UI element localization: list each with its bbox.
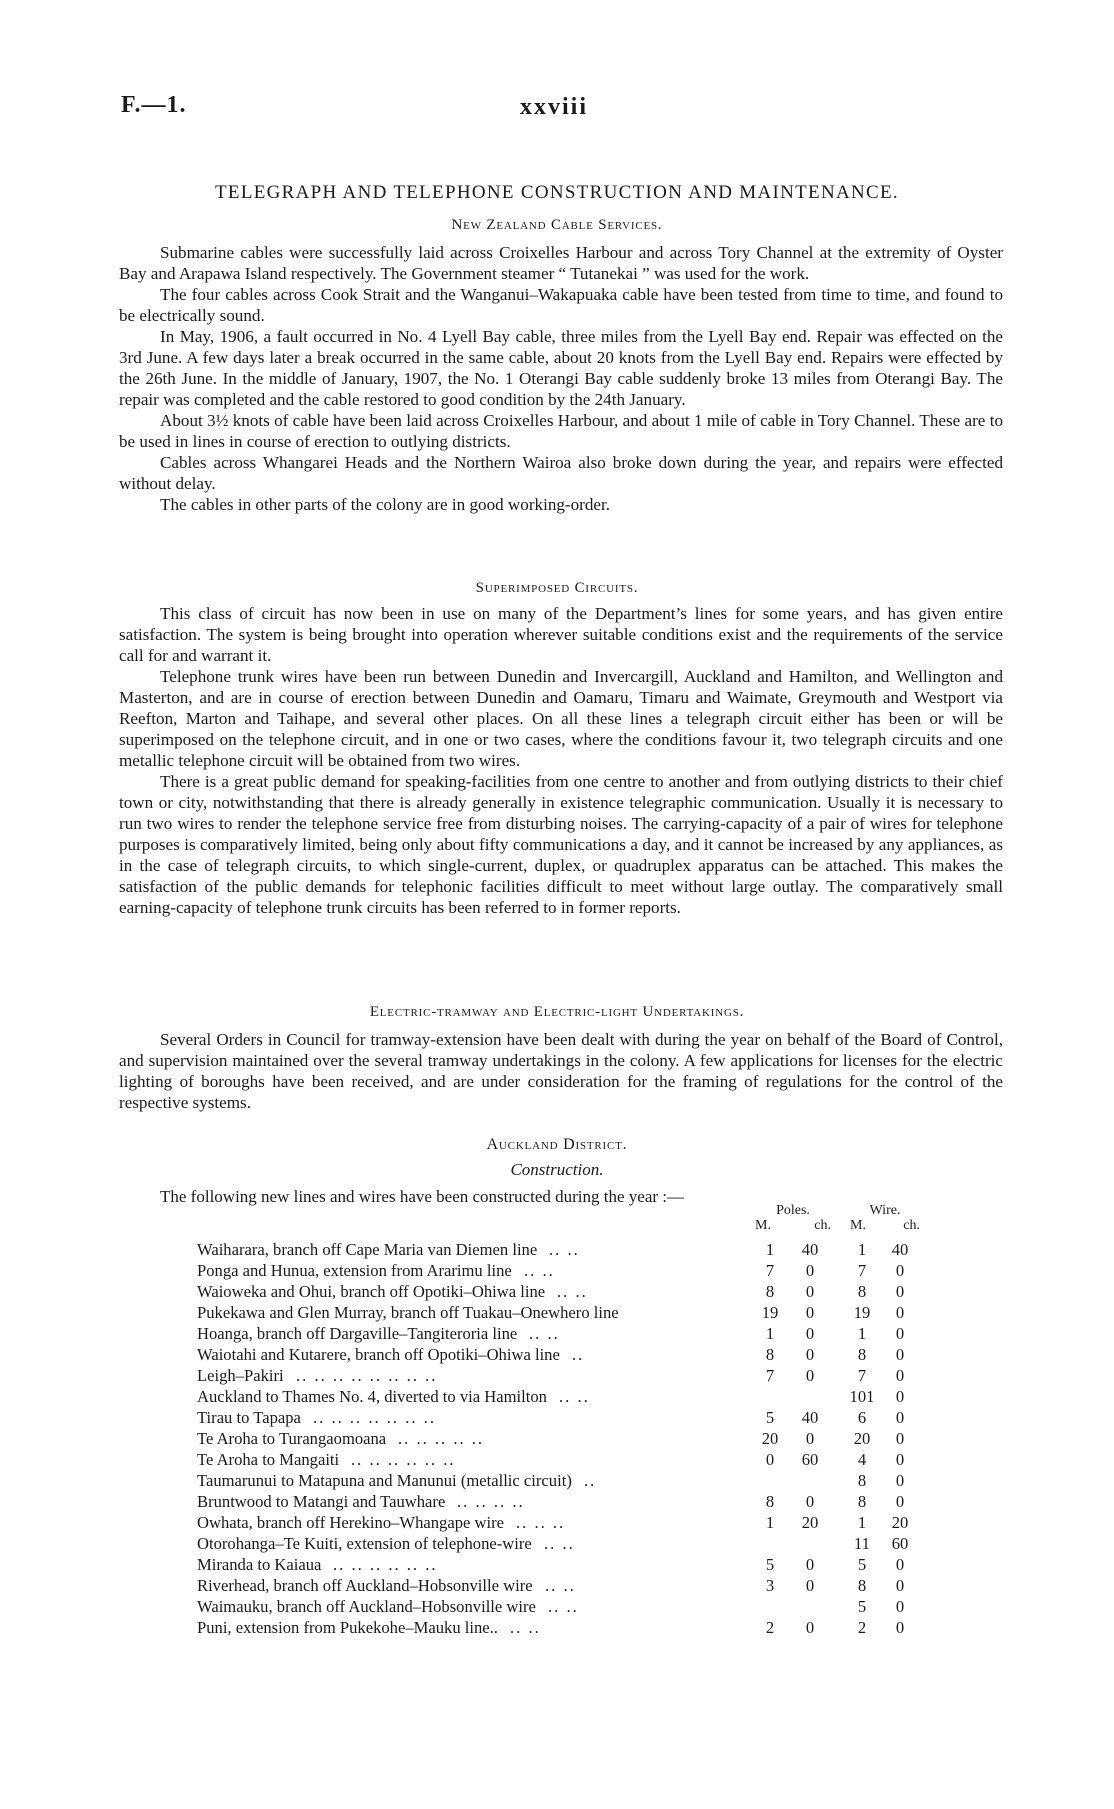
row-name: Waioweka and Ohui, branch off Opotiki–Ohiwa line xyxy=(197,1282,546,1301)
poles-chains-cell: 0 xyxy=(805,1324,815,1343)
leader-dots: .. .. xyxy=(529,1324,560,1343)
wire-miles-cell: 7 xyxy=(857,1366,867,1385)
poles-chains-cell: 0 xyxy=(805,1618,815,1637)
poles-chains-cell: 40 xyxy=(801,1408,819,1427)
row-name: Bruntwood to Matangi and Tauwhare xyxy=(197,1492,446,1511)
table-row xyxy=(197,1365,957,1386)
poles-miles-cell: 8 xyxy=(765,1345,775,1364)
row-name: Riverhead, branch off Auckland–Hobsonville wire xyxy=(197,1576,533,1595)
section-body-superimposed xyxy=(119,603,1003,918)
row-name: Waiharara, branch off Cape Maria van Diemen line xyxy=(197,1240,538,1259)
wire-chains-cell: 60 xyxy=(891,1534,909,1553)
wire-chains-cell: 0 xyxy=(895,1366,905,1385)
poles-miles-cell: 8 xyxy=(765,1282,775,1301)
wire-chains-cell: 0 xyxy=(895,1387,905,1406)
wire-miles-cell: 101 xyxy=(849,1387,875,1406)
table-row xyxy=(197,1596,957,1617)
row-name: Te Aroha to Turangaomoana xyxy=(197,1429,387,1448)
poles-miles-cell: 1 xyxy=(765,1513,775,1532)
leader-dots: .. .. xyxy=(510,1618,541,1637)
poles-miles-cell: 7 xyxy=(765,1366,775,1385)
row-name: Miranda to Kaiaua xyxy=(197,1555,322,1574)
leader-dots: .. .. .. xyxy=(516,1513,566,1532)
section-heading-auckland: Auckland District. xyxy=(486,1136,628,1153)
wire-miles-cell: 1 xyxy=(857,1324,867,1343)
poles-chains-cell: 0 xyxy=(805,1429,815,1448)
row-name: Ponga and Hunua, extension from Ararimu line xyxy=(197,1261,512,1280)
wire-miles-cell: 7 xyxy=(857,1261,867,1280)
leader-dots: .. xyxy=(572,1345,585,1364)
section-heading-superimposed: Superimposed Circuits. xyxy=(475,580,639,596)
poles-miles-cell: 19 xyxy=(761,1303,779,1322)
wire-chains-cell: 0 xyxy=(895,1618,905,1637)
poles-chains-cell: 0 xyxy=(805,1261,815,1280)
poles-miles-cell: 3 xyxy=(765,1576,775,1595)
leader-dots: .. .. .. .. .. .. .. xyxy=(313,1408,436,1427)
row-name: Otorohanga–Te Kuiti, extension of telephone-wire xyxy=(197,1534,532,1553)
construction-table xyxy=(197,1239,957,1638)
leader-dots: .. .. xyxy=(557,1282,588,1301)
row-name: Auckland to Thames No. 4, diverted to via Hamilton xyxy=(197,1387,547,1406)
poles-chains-cell: 0 xyxy=(805,1345,815,1364)
section-body-cable xyxy=(119,242,1003,515)
paragraph: Cables across Whangarei Heads and the Northern Wairoa also broke down during the year, and repairs were effected without delay. xyxy=(119,453,1003,493)
paragraph: The four cables across Cook Strait and the Wanganui–Wakapuaka cable have been tested from time to time, and found to be electrically sound. xyxy=(119,285,1003,325)
paragraph: The cables in other parts of the colony are in good working-order. xyxy=(160,495,610,514)
leader-dots: .. .. xyxy=(524,1261,555,1280)
paragraph: Submarine cables were successfully laid across Croixelles Harbour and across Tory Channel at the extremity of Oyster Bay and Arapawa Island respectively. The Government steamer “ Tutanekai ” was used for the work. xyxy=(119,243,1003,283)
paragraph: There is a great public demand for speaking-facilities from one centre to another and from outlying districts to their chief town or city, notwithstanding that there is already generally in existence telegraphic communication. Usually it is necessary to run two wires to render the telephone service free from disturbing noises. The carrying-capacity of a pair of wires for telephone purposes is comparatively limited, being only about fifty communications a day, and it cannot be increased by any appliances, as in the case of telegraph circuits, to which single-current, duplex, or quadruplex apparatus can be attached. This makes the satisfaction of the public demands for telephonic facilities difficult to meet without large outlay. The comparatively small earning-capacity of telephone trunk circuits has been referred to in former reports. xyxy=(119,772,1003,917)
wire-miles-cell: 19 xyxy=(853,1303,871,1322)
page-number: xxviii xyxy=(520,94,589,120)
wire-chains-cell: 0 xyxy=(895,1303,905,1322)
wire-chains-cell: 0 xyxy=(895,1429,905,1448)
row-name: Puni, extension from Pukekohe–Mauku line.. xyxy=(197,1618,498,1637)
leader-dots: .. .. .. .. xyxy=(457,1492,525,1511)
wire-chains-cell: 0 xyxy=(895,1471,905,1490)
table-row xyxy=(197,1407,957,1428)
row-name: Te Aroha to Mangaiti xyxy=(197,1450,340,1469)
page-title: TELEGRAPH AND TELEPHONE CONSTRUCTION AND MAINTENANCE. xyxy=(215,182,899,203)
leader-dots: .. xyxy=(584,1471,597,1490)
poles-chains-cell: 0 xyxy=(805,1303,815,1322)
leader-dots: .. .. xyxy=(545,1576,576,1595)
table-row xyxy=(197,1239,957,1260)
leader-dots: .. .. xyxy=(544,1534,575,1553)
table-row xyxy=(197,1617,957,1638)
section-heading-tramway: Electric-tramway and Electric-light Undertakings. xyxy=(369,1004,745,1020)
row-name: Tirau to Tapapa xyxy=(197,1408,301,1427)
leader-dots: .. .. .. .. .. .. xyxy=(351,1450,456,1469)
table-row xyxy=(197,1302,957,1323)
table-row xyxy=(197,1386,957,1407)
table-row xyxy=(197,1323,957,1344)
table-row xyxy=(197,1470,957,1491)
poles-chains-cell: 0 xyxy=(805,1492,815,1511)
wire-chains-cell: 0 xyxy=(895,1450,905,1469)
poles-miles-cell: 8 xyxy=(765,1492,775,1511)
column-title: Poles. xyxy=(776,1203,810,1218)
page-reference: F.—1. xyxy=(121,92,187,118)
column-subheaders xyxy=(850,1218,920,1233)
section-heading-cable: New Zealand Cable Services. xyxy=(451,217,663,233)
row-name: Waiotahi and Kutarere, branch off Opotiki–Ohiwa line xyxy=(197,1345,560,1364)
poles-miles-cell: 5 xyxy=(765,1408,775,1427)
paragraph: About 3½ knots of cable have been laid across Croixelles Harbour, and about 1 mile of cable in Tory Channel. These are to be used in lines in course of erection to outlying districts. xyxy=(119,411,1003,451)
column-chains: ch. xyxy=(814,1218,831,1233)
wire-miles-cell: 8 xyxy=(857,1471,867,1490)
wire-chains-cell: 20 xyxy=(891,1513,909,1532)
table-row xyxy=(197,1428,957,1449)
wire-miles-cell: 8 xyxy=(857,1282,867,1301)
wire-miles-cell: 1 xyxy=(857,1513,867,1532)
poles-chains-cell: 60 xyxy=(801,1450,819,1469)
wire-chains-cell: 0 xyxy=(895,1324,905,1343)
leader-dots: .. .. .. .. .. .. xyxy=(333,1555,438,1574)
poles-miles-cell: 0 xyxy=(765,1450,775,1469)
row-name: Owhata, branch off Herekino–Whangape wire xyxy=(197,1513,505,1532)
poles-chains-cell: 0 xyxy=(805,1282,815,1301)
wire-miles-cell: 8 xyxy=(857,1492,867,1511)
row-name: Pukekawa and Glen Murray, branch off Tuakau–Onewhero line xyxy=(197,1303,619,1322)
poles-miles-cell: 1 xyxy=(765,1240,775,1259)
table-row xyxy=(197,1344,957,1365)
wire-chains-cell: 0 xyxy=(895,1261,905,1280)
wire-miles-cell: 8 xyxy=(857,1576,867,1595)
table-row xyxy=(197,1533,957,1554)
poles-miles-cell: 1 xyxy=(765,1324,775,1343)
poles-miles-cell: 20 xyxy=(761,1429,779,1448)
leader-dots: .. .. xyxy=(548,1597,579,1616)
table-intro: The following new lines and wires have been constructed during the year :— xyxy=(160,1187,685,1206)
wire-miles-cell: 5 xyxy=(857,1597,867,1616)
table-row xyxy=(197,1491,957,1512)
section-body-tramway xyxy=(119,1029,1003,1113)
column-header-poles xyxy=(755,1203,831,1233)
table-row xyxy=(197,1281,957,1302)
paragraph: Telephone trunk wires have been run between Dunedin and Invercargill, Auckland and Hamilton, and Wellington and Masterton, and are in course of erection between Dunedin and Oamaru, Timaru and Waimate, Greymouth and Westport via Reefton, Marton and Taihape, and several other places. On all these lines a telegraph circuit either has been or will be superimposed on the telephone circuit, and in one or two cases, where the conditions favour it, two telegraph circuits and one metallic telephone circuit will be obtained from two wires. xyxy=(119,667,1003,770)
subheading-construction: Construction. xyxy=(510,1160,604,1179)
wire-chains-cell: 0 xyxy=(895,1555,905,1574)
leader-dots: .. .. .. .. .. xyxy=(398,1429,485,1448)
wire-miles-cell: 1 xyxy=(857,1240,867,1259)
row-name: Hoanga, branch off Dargaville–Tangiteroria line xyxy=(197,1324,518,1343)
poles-miles-cell: 7 xyxy=(765,1261,775,1280)
wire-chains-cell: 0 xyxy=(895,1408,905,1427)
column-miles: M. xyxy=(850,1218,866,1233)
poles-miles-cell: 2 xyxy=(765,1618,775,1637)
leader-dots: .. .. xyxy=(559,1387,590,1406)
table-row xyxy=(197,1512,957,1533)
wire-miles-cell: 6 xyxy=(857,1408,867,1427)
poles-miles-cell: 5 xyxy=(765,1555,775,1574)
wire-chains-cell: 0 xyxy=(895,1576,905,1595)
wire-miles-cell: 20 xyxy=(853,1429,871,1448)
wire-miles-cell: 4 xyxy=(857,1450,867,1469)
paragraph: In May, 1906, a fault occurred in No. 4 Lyell Bay cable, three miles from the Lyell Bay end. Repair was effected on the 3rd June. A few days later a break occurred in the same cable, about 20 knots from the Lyell Bay end. Repairs were effected by the 26th June. In the middle of January, 1907, the No. 1 Oterangi Bay cable suddenly broke 13 miles from Oterangi Bay. The repair was completed and the cable restored to good condition by the 24th January. xyxy=(119,327,1003,409)
paragraph: This class of circuit has now been in use on many of the Department’s lines for some years, and has given entire satisfaction. The system is being brought into operation wherever suitable conditions exist and the requirements of the service call for and warrant it. xyxy=(119,604,1003,665)
wire-chains-cell: 40 xyxy=(891,1240,909,1259)
table-row xyxy=(197,1260,957,1281)
poles-chains-cell: 0 xyxy=(805,1555,815,1574)
wire-miles-cell: 2 xyxy=(857,1618,867,1637)
leader-dots: .. .. xyxy=(549,1240,580,1259)
column-title: Wire. xyxy=(869,1203,901,1218)
poles-chains-cell: 0 xyxy=(805,1366,815,1385)
row-name: Leigh–Pakiri xyxy=(197,1366,284,1385)
wire-chains-cell: 0 xyxy=(895,1597,905,1616)
poles-chains-cell: 40 xyxy=(801,1240,819,1259)
table-row xyxy=(197,1554,957,1575)
column-subheaders xyxy=(755,1218,831,1233)
leader-dots: .. .. .. .. .. .. .. .. xyxy=(296,1366,438,1385)
table-row xyxy=(197,1449,957,1470)
wire-chains-cell: 0 xyxy=(895,1492,905,1511)
wire-miles-cell: 8 xyxy=(857,1345,867,1364)
wire-miles-cell: 11 xyxy=(854,1534,870,1553)
wire-miles-cell: 5 xyxy=(857,1555,867,1574)
row-name: Waimauku, branch off Auckland–Hobsonville wire xyxy=(197,1597,536,1616)
wire-chains-cell: 0 xyxy=(895,1282,905,1301)
paragraph: Several Orders in Council for tramway-extension have been dealt with during the year on behalf of the Board of Control, and supervision maintained over the several tramway undertakings in the colony. A few applications for licenses for the electric lighting of boroughs have been received, and are under consideration for the framing of regulations for the control of the respective systems. xyxy=(119,1030,1003,1112)
row-name: Taumarunui to Matapuna and Manunui (metallic circuit) xyxy=(197,1471,572,1490)
poles-chains-cell: 0 xyxy=(805,1576,815,1595)
column-chains: ch. xyxy=(903,1218,920,1233)
column-miles: M. xyxy=(755,1218,771,1233)
table-row xyxy=(197,1575,957,1596)
poles-chains-cell: 20 xyxy=(801,1513,819,1532)
wire-chains-cell: 0 xyxy=(895,1345,905,1364)
column-header-wire xyxy=(850,1203,920,1233)
